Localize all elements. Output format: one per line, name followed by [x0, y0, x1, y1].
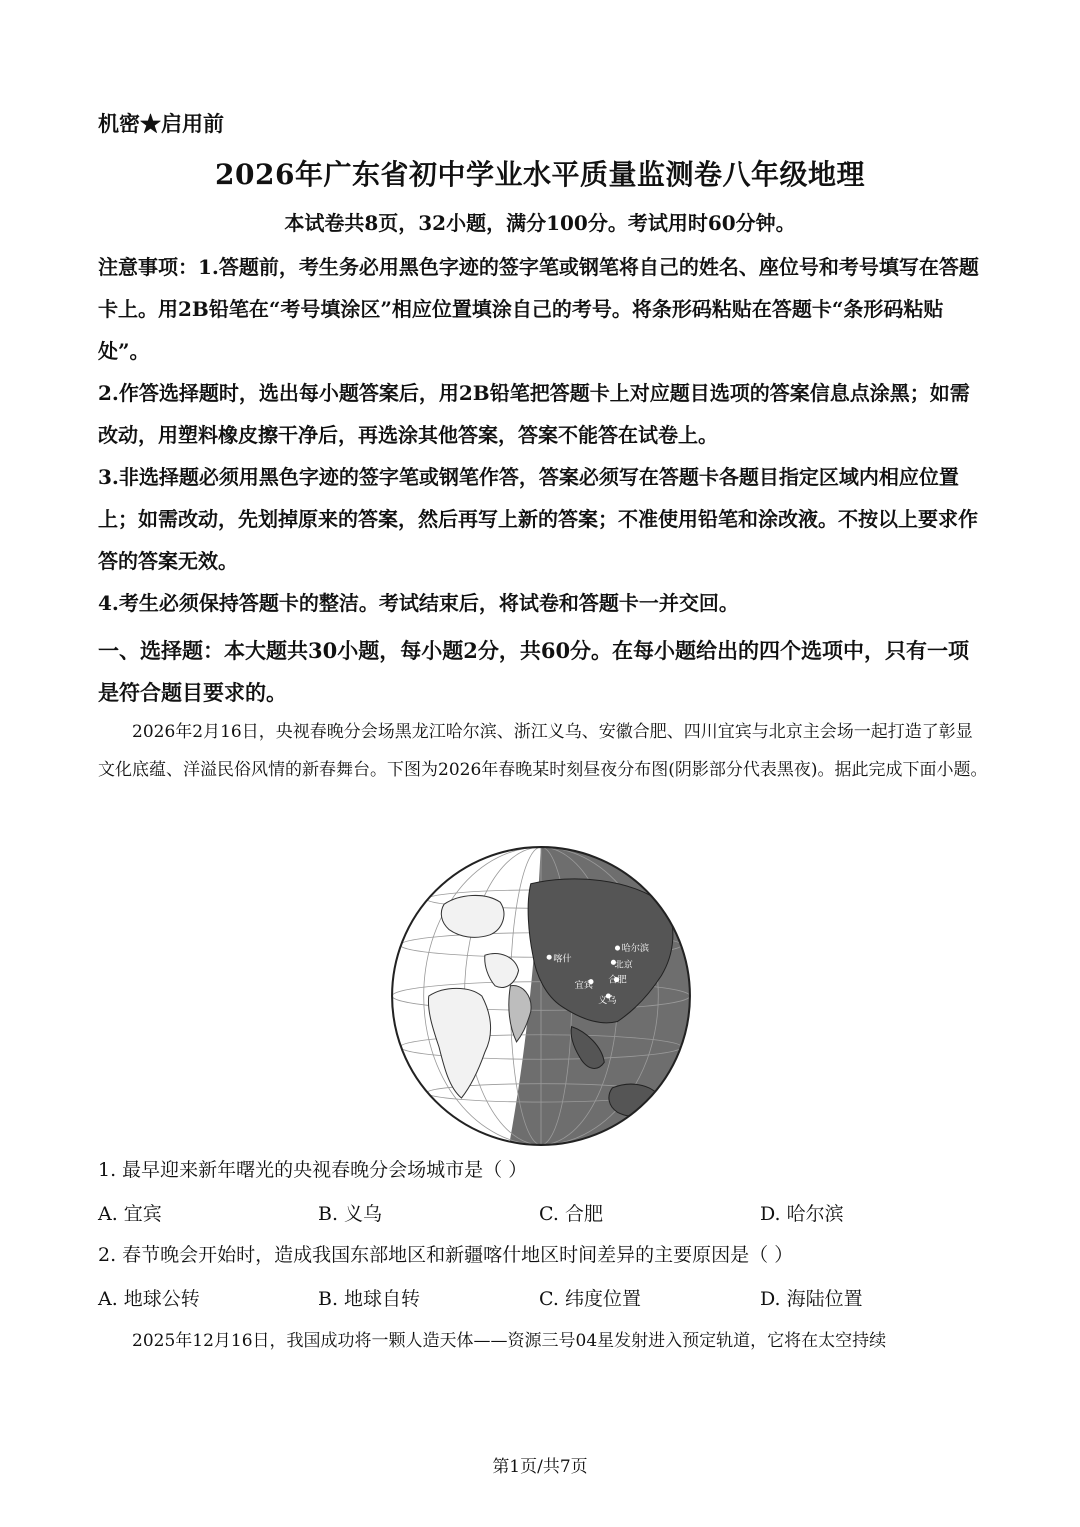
instruction-item: 2.作答选择题时，选出每小题答案后，用2B铅笔把答题卡上对应题目选项的答案信息点涂黑；如需改动，用塑料橡皮擦干净后，再选涂其他答案，答案不能答在试卷上。: [98, 381, 970, 447]
instruction-item: 3.非选择题必须用黑色字迹的签字笔或钢笔作答，答案必须写在答题卡各题目指定区域内相应位置上；如需改动，先划掉原来的答案，然后再写上新的答案；不准使用铅笔和涂改液。不按以上要求作答的答案无效。: [98, 465, 978, 573]
europe-landmass: [441, 895, 504, 937]
city-label-beijing: 北京: [614, 959, 633, 971]
option-d: D. 哈尔滨: [760, 1203, 844, 1225]
question-2: 2. 春节晚会开始时，造成我国东部地区和新疆喀什地区时间差异的主要原因是（ ）: [98, 1244, 794, 1266]
exam-subtitle: 本试卷共8页，32小题，满分100分。考试用时60分钟。: [284, 211, 796, 235]
section-heading: 一、选择题：本大题共30小题，每小题2分，共60分。在每小题给出的四个选项中，只有一项是符合题目要求的。: [98, 638, 970, 705]
reading-passage: 2026年2月16日，央视春晚分会场黑龙江哈尔滨、浙江义乌、安徽合肥、四川宜宾与北京主会场一起打造了彰显文化底蕴、洋溢民俗风情的新春舞台。下图为2026年春晚某时刻昼夜分布图(阴影部分代表黑夜)。据此完成下面小题。: [98, 722, 988, 780]
city-label-harbin: 哈尔滨: [621, 943, 650, 955]
option-c: C. 纬度位置: [539, 1288, 641, 1310]
city-dot: [615, 946, 620, 951]
page-number: 第1页/共7页: [492, 1457, 588, 1477]
option-d: D. 海陆位置: [760, 1288, 863, 1310]
exam-title: 2026年广东省初中学业水平质量监测卷八年级地理: [215, 158, 865, 191]
city-label-hefei: 合肥: [608, 974, 627, 986]
confidential-label: 机密★启用前: [98, 111, 224, 136]
city-label-yiwu: 义乌: [598, 995, 617, 1007]
city-label-yibin: 宜宾: [574, 979, 594, 991]
option-c: C. 合肥: [539, 1203, 603, 1225]
option-a: A. 宜宾: [98, 1203, 162, 1225]
reading-passage-2: 2025年12月16日，我国成功将一颗人造天体——资源三号04星发射进入预定轨道，它将在太空持续: [132, 1331, 887, 1351]
instructions: [98, 246, 988, 624]
city-dot: [547, 955, 552, 960]
day-night-globe-map: [388, 843, 694, 1149]
option-b: B. 地球自转: [318, 1288, 421, 1310]
city-label-kashgar: 喀什: [553, 953, 572, 965]
option-a: A. 地球公转: [98, 1288, 200, 1310]
instruction-item: 4.考生必须保持答题卡的整洁。考试结束后，将试卷和答题卡一并交回。: [98, 591, 739, 615]
instruction-item: 注意事项：1.答题前，考生务必用黑色字迹的签字笔或钢笔将自己的姓名、座位号和考号填写在答题卡上。用2B铅笔在“考号填涂区”相应位置填涂自己的考号。将条形码粘贴在答题卡“条形码粘贴处”。: [98, 255, 979, 363]
option-b: B. 义乌: [318, 1203, 383, 1225]
question-1: 1. 最早迎来新年曙光的央视春晚分会场城市是（ ）: [98, 1159, 528, 1181]
